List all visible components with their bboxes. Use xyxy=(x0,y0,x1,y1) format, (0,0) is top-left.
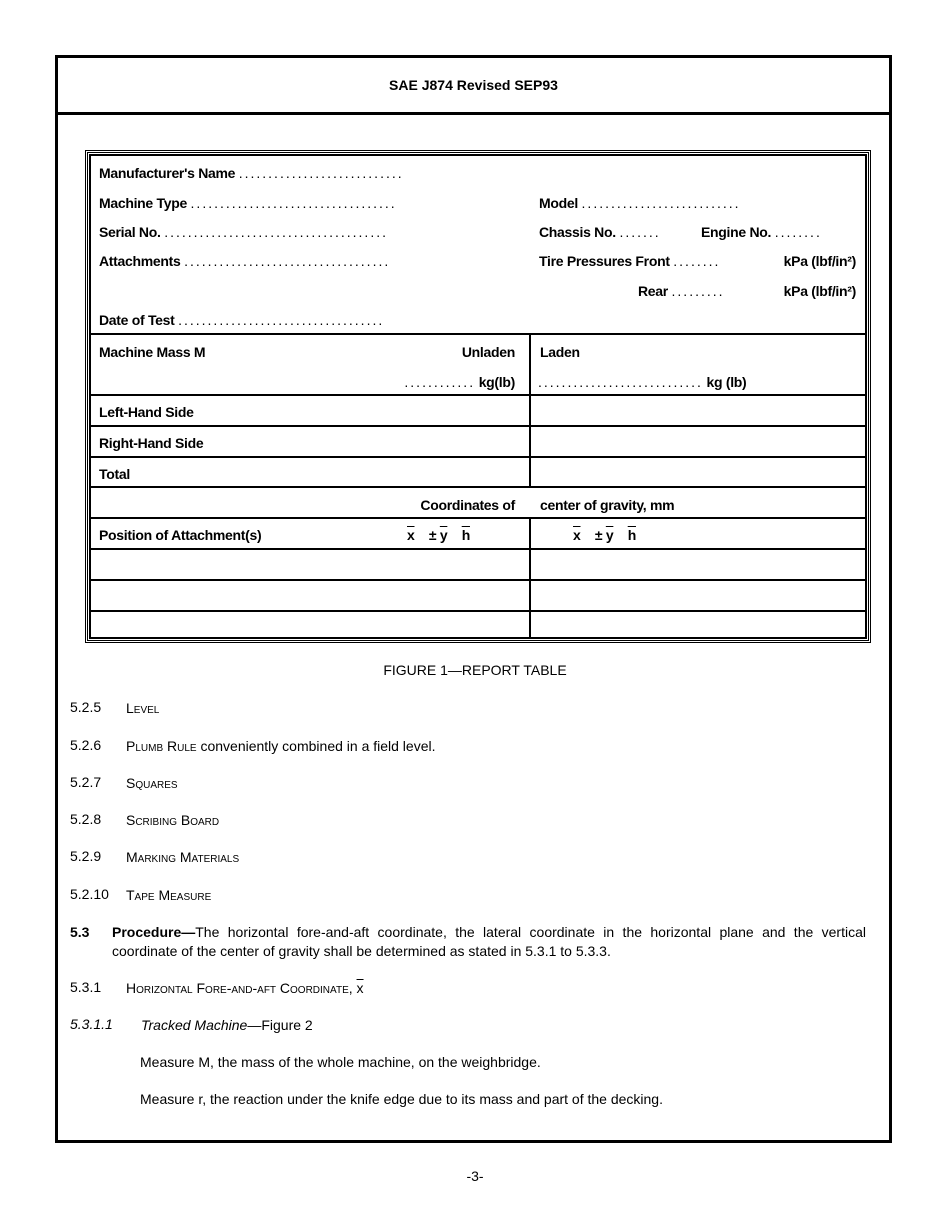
left-hand-side-label: Left-Hand Side xyxy=(99,404,194,420)
column-divider-lower xyxy=(529,517,531,639)
page-number: -3- xyxy=(466,1168,484,1184)
item-number: 5.2.9 xyxy=(70,848,102,864)
measure-r-paragraph: Measure r, the reaction under the knife edge due to its mass and part of the decking. xyxy=(140,1091,663,1107)
rule-row3 xyxy=(91,610,865,612)
rule-row1 xyxy=(91,548,865,550)
tire-rear-label: Rear ......... xyxy=(638,283,725,299)
unladen-unit: ............ kg(lb) xyxy=(404,374,515,390)
section-heading-5-3-1-1: Tracked Machine—Figure 2 xyxy=(141,1017,313,1033)
column-divider-upper xyxy=(529,333,531,486)
section-heading-5-3-1: Horizontal Fore-and-aft Coordinate, $\overline{x}$ xyxy=(126,980,364,996)
rule-total-top xyxy=(91,456,865,458)
laden-label: Laden xyxy=(540,344,580,360)
engine-label: Engine No. ........ xyxy=(701,224,822,240)
rule-position-top xyxy=(91,517,865,519)
right-hand-side-label: Right-Hand Side xyxy=(99,435,204,451)
serial-label: Serial No. ...................................... xyxy=(99,224,388,240)
attachments-label: Attachments ................................... xyxy=(99,253,391,269)
list-item: Scribing Board xyxy=(126,812,220,828)
item-number: 5.2.10 xyxy=(70,886,109,902)
date-label: Date of Test ................................... xyxy=(99,312,385,328)
tire-rear-unit: kPa (lbf/in²) xyxy=(783,283,856,299)
coordinates-label: Coordinates of xyxy=(420,497,515,513)
position-label: Position of Attachment(s) xyxy=(99,527,262,543)
measure-m-paragraph: Measure M, the mass of the whole machine, on the weighbridge. xyxy=(140,1054,541,1070)
rule-right-top xyxy=(91,425,865,427)
unladen-coord-symbols: $\overline{x}$ ± $\overline{y}$ $\overline{h}$ xyxy=(407,527,470,543)
list-item: Level xyxy=(126,700,160,716)
laden-coord-symbols: $\overline{x}$ ± $\overline{y}$ $\overline{h}$ xyxy=(573,527,636,543)
item-number: 5.2.6 xyxy=(70,737,102,753)
section-number-5-3: 5.3 xyxy=(70,924,90,940)
laden-unit: ............................ kg (lb) xyxy=(538,374,747,390)
manufacturer-label: Manufacturer's Name ............................ xyxy=(99,165,404,181)
rule-coords-top xyxy=(91,486,865,488)
tire-front-unit: kPa (lbf/in²) xyxy=(783,253,856,269)
section-number-5-3-1: 5.3.1 xyxy=(70,979,102,995)
item-number: 5.2.8 xyxy=(70,811,102,827)
rule-mass-top xyxy=(91,333,865,335)
chassis-label: Chassis No. ....... xyxy=(539,224,661,240)
report-table xyxy=(89,154,867,639)
machine-type-label: Machine Type ................................... xyxy=(99,195,397,211)
rule-row2 xyxy=(91,579,865,581)
item-number: 5.2.7 xyxy=(70,774,102,790)
procedure-paragraph: Procedure—The horizontal fore-and-aft coordinate, the lateral coordinate in the horizontal plane and the vertical coordinate of the center of gravity shall be determined as stated in 5.3.1 to 5.3.3. xyxy=(112,924,866,959)
document-title: SAE J874 Revised SEP93 xyxy=(389,77,558,93)
tire-front-label: Tire Pressures Front ........ xyxy=(539,253,721,269)
item-number: 5.2.5 xyxy=(70,699,102,715)
mass-label: Machine Mass M xyxy=(99,344,206,360)
total-label: Total xyxy=(99,466,130,482)
center-of-gravity-label: center of gravity, mm xyxy=(540,497,675,513)
section-number-5-3-1-1: 5.3.1.1 xyxy=(70,1016,113,1032)
rule-left-top xyxy=(91,394,865,396)
list-item: Plumb Rule conveniently combined in a field level. xyxy=(126,738,436,754)
model-label: Model ........................... xyxy=(539,195,741,211)
list-item: Marking Materials xyxy=(126,849,240,865)
document-header xyxy=(58,58,889,115)
list-item: Tape Measure xyxy=(126,887,212,903)
list-item: Squares xyxy=(126,775,178,791)
unladen-label: Unladen xyxy=(461,344,515,360)
figure-caption: FIGURE 1—REPORT TABLE xyxy=(383,662,567,678)
